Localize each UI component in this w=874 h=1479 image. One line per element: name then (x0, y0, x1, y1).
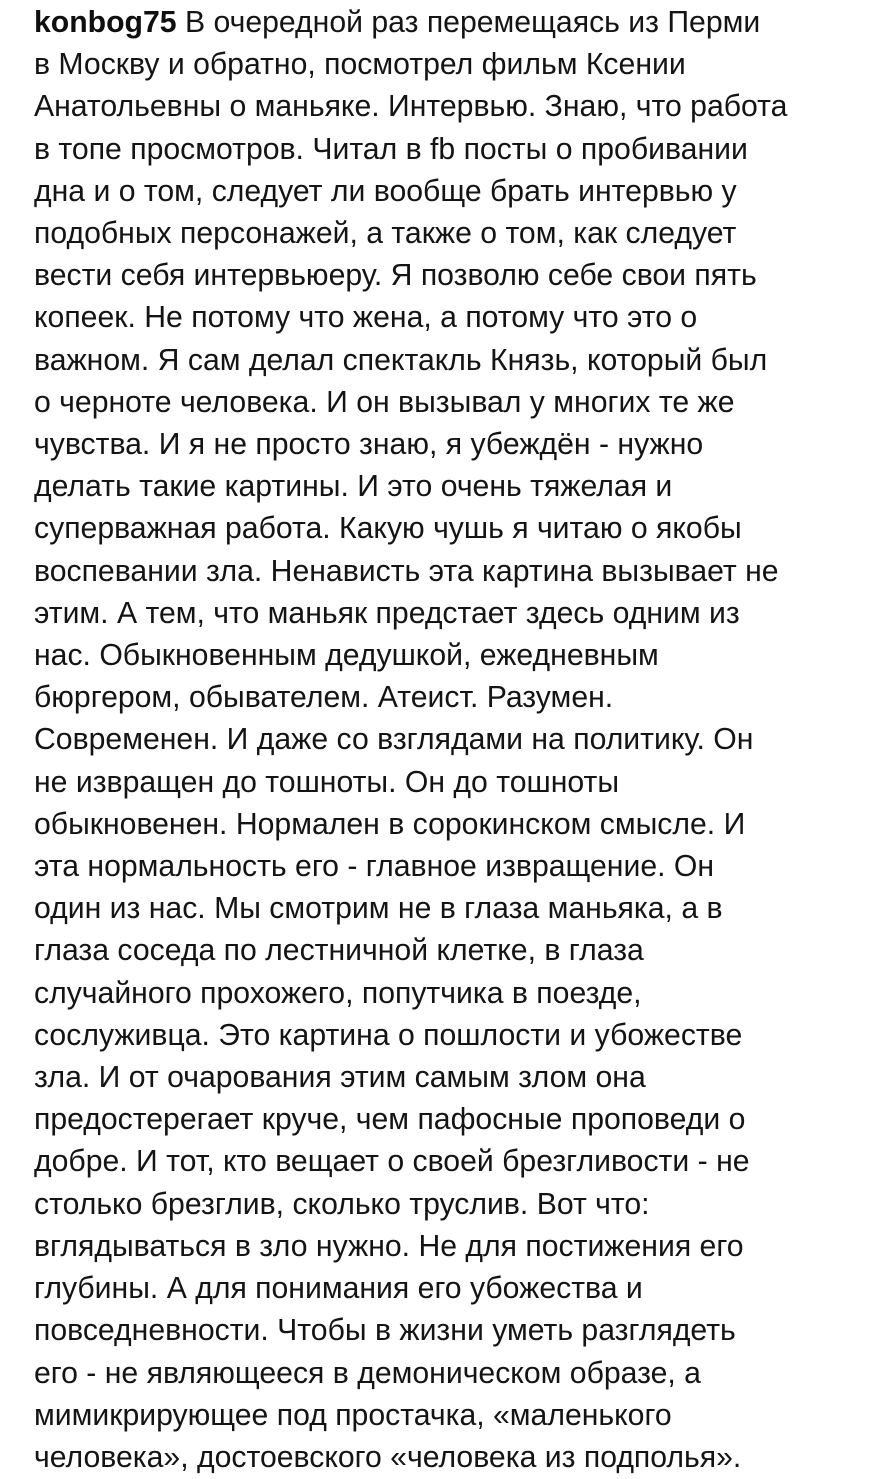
caption-line: эта нормальность его - главное извращение. Он (34, 850, 715, 884)
caption-line: делать такие картины. И это очень тяжелая и (34, 470, 673, 504)
caption-line: вглядываться в зло нужно. Не для постижения его (34, 1229, 744, 1263)
caption-line: важном. Я сам делал спектакль Князь, который был (34, 343, 768, 377)
post-caption (34, 2, 856, 1479)
caption-line: предостерегает круче, чем пафосные проповеди о (34, 1103, 746, 1137)
caption-line: случайного прохожего, попутчика в поезде, (34, 976, 642, 1010)
caption-line: копеек. Не потому что жена, а потому что это о (34, 301, 698, 335)
caption-line: подобных персонажей, а также о том, как следует (34, 217, 737, 251)
caption-line: чувства. И я не просто знаю, я убеждён - нужно (34, 428, 704, 462)
caption-line-1 (34, 2, 856, 44)
caption-line: о черноте человека. И он вызывал у многих те же (34, 385, 735, 419)
caption-line: мимикрирующее под простачка, «маленького (34, 1398, 672, 1432)
caption-line: человека», достоевского «человека из подполья». (34, 1440, 742, 1474)
caption-line: в топе просмотров. Читал в fb посты о пробивании (34, 132, 748, 166)
caption-line: не извращен до тошноты. Он до тошноты (34, 765, 620, 799)
caption-line: суперважная работа. Какую чушь я читаю о якобы (34, 512, 742, 546)
caption-line: его - не являющееся в демоническом образе, а (34, 1356, 701, 1390)
caption-line: вести себя интервьюеру. Я позволю себе свои пять (34, 259, 757, 293)
caption-line: дна и о том, следует ли вообще брать интервью у (34, 174, 737, 208)
caption-line: нас. Обыкновенным дедушкой, ежедневным (34, 639, 659, 673)
caption-line: зла. И от очарования этим самым злом она (34, 1061, 646, 1095)
caption-line: один из нас. Мы смотрим не в глаза маньяка, а в (34, 892, 723, 926)
caption-line: в Москву и обратно, посмотрел фильм Ксении (34, 48, 686, 82)
caption-line: воспевании зла. Ненависть эта картина вызывает не (34, 554, 779, 588)
caption-line: бюргером, обывателем. Атеист. Разумен. (34, 681, 614, 715)
username-link[interactable]: konbog75 (34, 6, 177, 39)
caption-text: В очередной раз перемещаясь из Перми (184, 6, 761, 39)
caption-line: повседневности. Чтобы в жизни уметь разглядеть (34, 1314, 736, 1348)
caption-line: сослуживца. Это картина о пошлости и убожестве (34, 1018, 743, 1052)
caption-line: добре. И тот, кто вещает о своей брезгливости - не (34, 1145, 750, 1179)
caption-line: столько брезглив, сколько труслив. Вот что: (34, 1187, 650, 1221)
caption-line: Анатольевны о маньяке. Интервью. Знаю, что работа (34, 90, 788, 124)
caption-line: обыкновенен. Нормален в сорокинском смысле. И (34, 807, 746, 841)
caption-line: глаза соседа по лестничной клетке, в глаза (34, 934, 644, 968)
caption-line: глубины. А для понимания его убожества и (34, 1272, 643, 1306)
caption-line: Современен. И даже со взглядами на политику. Он (34, 723, 754, 757)
caption-line: этим. А тем, что маньяк предстает здесь одним из (34, 596, 740, 630)
